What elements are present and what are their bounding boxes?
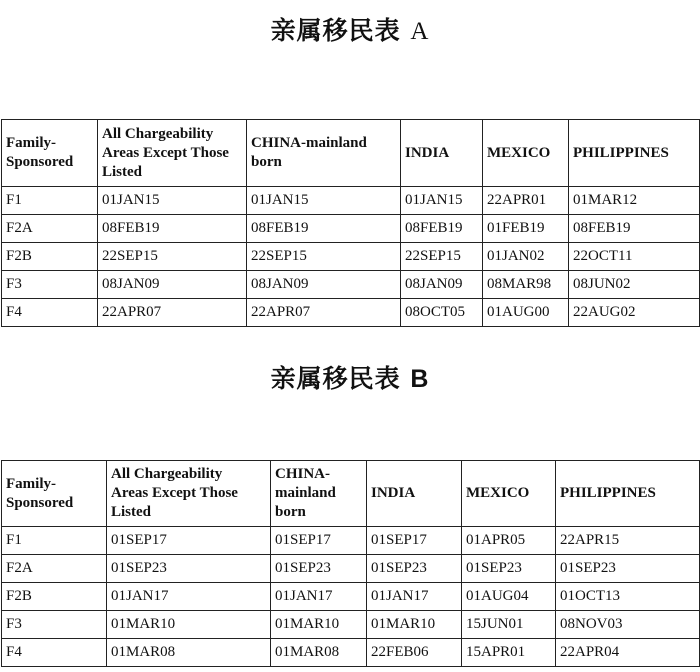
cell-china: 22SEP15: [247, 243, 401, 271]
cell-category: F3: [2, 271, 98, 299]
cell-philippines: 01SEP23: [556, 555, 700, 583]
cell-philippines: 08FEB19: [569, 215, 700, 243]
cell-india: 22FEB06: [367, 639, 462, 667]
cell-china: 01SEP17: [271, 527, 367, 555]
cell-india: 01SEP23: [367, 555, 462, 583]
family-preference-table-a: [1, 119, 700, 327]
header-philippines: PHILIPPINES: [556, 461, 700, 527]
header-family-sponsored: Family-Sponsored: [2, 461, 107, 527]
table-row: [2, 187, 700, 215]
table-header-row: [2, 461, 700, 527]
table-b-title-prefix: 亲属移民表: [270, 364, 401, 393]
cell-india: 08OCT05: [401, 299, 483, 327]
cell-philippines: 22APR04: [556, 639, 700, 667]
cell-mexico: 15APR01: [462, 639, 556, 667]
cell-china: 01JAN17: [271, 583, 367, 611]
cell-philippines: 01OCT13: [556, 583, 700, 611]
cell-china: 01MAR08: [271, 639, 367, 667]
table-row: [2, 555, 700, 583]
cell-china: 08FEB19: [247, 215, 401, 243]
cell-philippines: 22OCT11: [569, 243, 700, 271]
table-a-title: [0, 16, 700, 47]
header-mexico: MEXICO: [483, 120, 569, 187]
cell-mexico: 22APR01: [483, 187, 569, 215]
cell-mexico: 08MAR98: [483, 271, 569, 299]
table-row: [2, 611, 700, 639]
cell-mexico: 01JAN02: [483, 243, 569, 271]
header-family-sponsored: Family-Sponsored: [2, 120, 98, 187]
cell-all-chargeability: 01MAR08: [107, 639, 271, 667]
cell-china: 01JAN15: [247, 187, 401, 215]
header-all-chargeability: All Chargeability Areas Except Those Listed: [107, 461, 271, 527]
cell-china: 01SEP23: [271, 555, 367, 583]
cell-category: F3: [2, 611, 107, 639]
cell-all-chargeability: 08FEB19: [98, 215, 247, 243]
cell-category: F2A: [2, 555, 107, 583]
cell-all-chargeability: 01SEP23: [107, 555, 271, 583]
cell-all-chargeability: 22APR07: [98, 299, 247, 327]
table-row: [2, 583, 700, 611]
cell-category: F4: [2, 299, 98, 327]
cell-philippines: 08JUN02: [569, 271, 700, 299]
table-row: [2, 243, 700, 271]
cell-category: F1: [2, 187, 98, 215]
table-row: [2, 299, 700, 327]
table-row: [2, 271, 700, 299]
cell-category: F4: [2, 639, 107, 667]
cell-category: F2B: [2, 243, 98, 271]
cell-philippines: 01MAR12: [569, 187, 700, 215]
cell-mexico: 01AUG00: [483, 299, 569, 327]
cell-india: 22SEP15: [401, 243, 483, 271]
cell-mexico: 01SEP23: [462, 555, 556, 583]
cell-mexico: 01AUG04: [462, 583, 556, 611]
header-all-chargeability: All Chargeability Areas Except Those Listed: [98, 120, 247, 187]
cell-all-chargeability: 01SEP17: [107, 527, 271, 555]
table-row: [2, 639, 700, 667]
cell-china: 08JAN09: [247, 271, 401, 299]
header-philippines: PHILIPPINES: [569, 120, 700, 187]
cell-philippines: 22APR15: [556, 527, 700, 555]
table-row: [2, 527, 700, 555]
cell-all-chargeability: 22SEP15: [98, 243, 247, 271]
header-mexico: MEXICO: [462, 461, 556, 527]
header-china: CHINA-mainland born: [271, 461, 367, 527]
table-a-title-prefix: 亲属移民表: [270, 16, 401, 45]
cell-mexico: 15JUN01: [462, 611, 556, 639]
cell-category: F2A: [2, 215, 98, 243]
table-b-title: [0, 364, 700, 394]
cell-all-chargeability: 01MAR10: [107, 611, 271, 639]
family-preference-table-b: [1, 460, 700, 667]
cell-philippines: 22AUG02: [569, 299, 700, 327]
table-header-row: [2, 120, 700, 187]
cell-india: 08FEB19: [401, 215, 483, 243]
table-a-title-suffix: A: [410, 18, 430, 45]
table-row: [2, 215, 700, 243]
cell-china: 01MAR10: [271, 611, 367, 639]
cell-all-chargeability: 01JAN17: [107, 583, 271, 611]
cell-category: F2B: [2, 583, 107, 611]
cell-india: 01JAN15: [401, 187, 483, 215]
cell-all-chargeability: 01JAN15: [98, 187, 247, 215]
cell-mexico: 01FEB19: [483, 215, 569, 243]
cell-category: F1: [2, 527, 107, 555]
cell-india: 01JAN17: [367, 583, 462, 611]
cell-philippines: 08NOV03: [556, 611, 700, 639]
header-china: CHINA-mainland born: [247, 120, 401, 187]
table-b-title-suffix: B: [410, 365, 430, 393]
cell-india: 01SEP17: [367, 527, 462, 555]
cell-china: 22APR07: [247, 299, 401, 327]
cell-all-chargeability: 08JAN09: [98, 271, 247, 299]
cell-mexico: 01APR05: [462, 527, 556, 555]
cell-india: 01MAR10: [367, 611, 462, 639]
header-india: INDIA: [367, 461, 462, 527]
header-india: INDIA: [401, 120, 483, 187]
cell-india: 08JAN09: [401, 271, 483, 299]
